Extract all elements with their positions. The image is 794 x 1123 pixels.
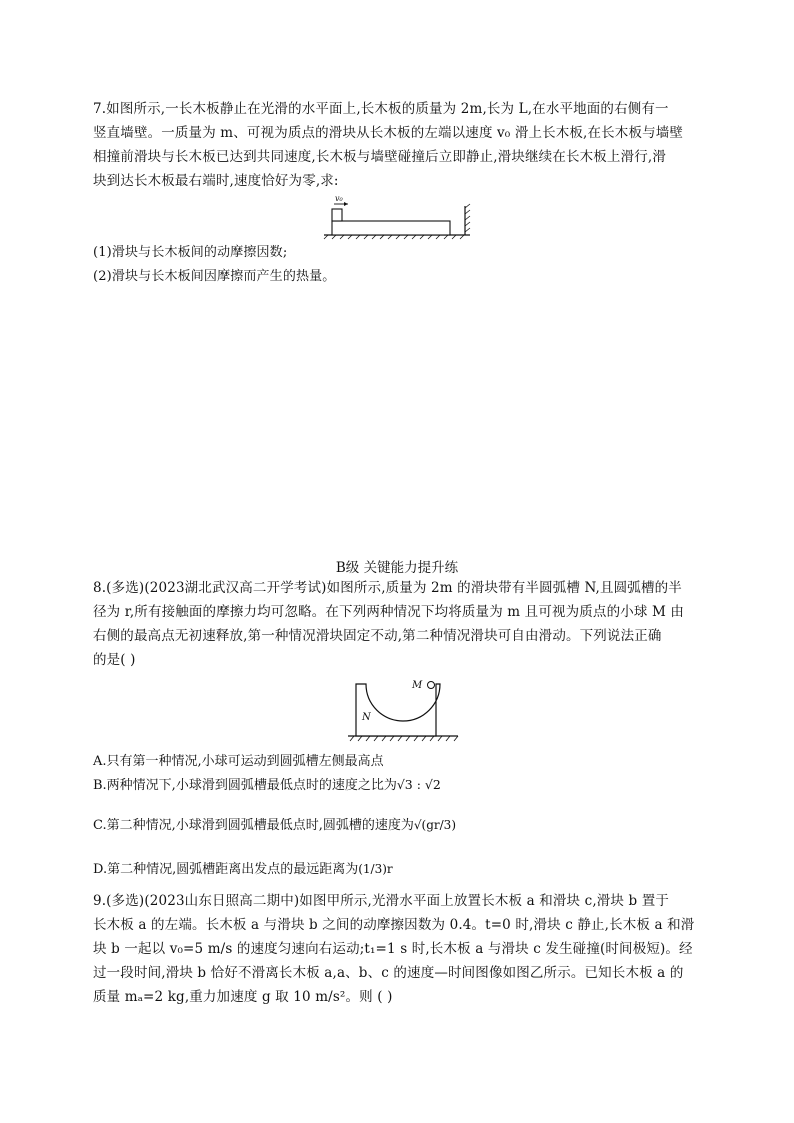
q8-option-d-math: (1/3)r: [358, 862, 393, 876]
q7-line-3: 相撞前滑块与长木板已达到共同速度,长木板与墙壁碰撞后立即静止,滑块继续在长木板上滑行,滑: [93, 149, 666, 165]
q9-line-5: 质量 mₐ=2 kg,重力加速度 g 取 10 m/s²。则 ( ): [93, 989, 393, 1005]
q7-line-2: 竖直墙壁。一质量为 m、可视为质点的滑块从长木板的左端以速度 v₀ 滑上长木板,在长木板与墙壁: [93, 125, 684, 141]
q9-line-1: 9.(多选)(2023山东日照高二期中)如图甲所示,光滑水平面上放置长木板 a 和滑块 c,滑块 b 置于: [93, 893, 670, 909]
slider-block: [332, 209, 342, 221]
q8-option-c-text: C.第二种情况,小球滑到圆弧槽最低点时,圆弧槽的速度为: [93, 818, 414, 833]
q8-line-4: 的是( ): [93, 652, 136, 668]
q8-option-c-math: √(gr/3): [413, 818, 456, 832]
q9-line-4: 过一段时间,滑块 b 恰好不滑离长木板 a,a、b、c 的速度—时间图像如图乙所示。已知长木板 a 的: [93, 965, 684, 981]
q8-arc-groove-diagram: [346, 676, 460, 742]
v0-label: v₀: [335, 194, 343, 203]
q8-option-c: [93, 814, 456, 833]
q7-plank-diagram: [320, 192, 480, 240]
q8-line-1: 8.(多选)(2023湖北武汉高二开学考试)如图所示,质量为 2m 的滑块带有半圆弧槽 N,且圆弧槽的半: [93, 580, 682, 596]
q8-option-b-text: B.两种情况下,小球滑到圆弧槽最低点时的速度之比为: [93, 778, 397, 793]
q9-line-3: 块 b 一起以 v₀=5 m/s 的速度匀速向右运动;t₁=1 s 时,长木板 a 与滑块 c 发生碰撞(时间极短)。经: [93, 941, 693, 957]
q7-sub-2: (2)滑块与长木板间因摩擦而产生的热量。: [93, 269, 336, 284]
q7-line-4: 块到达长木板最右端时,速度恰好为零,求:: [93, 173, 339, 189]
q8-option-b: [93, 774, 441, 793]
ball-m: [428, 682, 435, 689]
q7-line-1: 7.如图所示,一长木板静止在光滑的水平面上,长木板的质量为 2m,长为 L,在水平地面的右侧有一: [93, 101, 669, 117]
q8-line-2: 径为 r,所有接触面的摩擦力均可忽略。在下列两种情况下均将质量为 m 且可视为质点的小球 M 由: [93, 604, 685, 620]
label-n: N: [362, 712, 371, 723]
label-m: M: [412, 680, 423, 691]
section-title: B级 关键能力提升练: [335, 560, 459, 576]
plank: [332, 221, 450, 235]
groove-block: [356, 684, 440, 736]
q7-sub-1: (1)滑块与长木板间的动摩擦因数;: [93, 245, 288, 260]
q8-option-a: A.只有第一种情况,小球可运动到圆弧槽左侧最高点: [93, 754, 384, 769]
q8-option-d: [93, 858, 393, 877]
q8-option-b-math: √3 : √2: [396, 777, 441, 792]
q9-line-2: 长木板 a 的左端。长木板 a 与滑块 b 之间的动摩擦因数为 0.4。t=0 时,滑块 c 静止,长木板 a 和滑: [93, 917, 695, 933]
q8-option-d-text: D.第二种情况,圆弧槽距离出发点的最远距离为: [93, 862, 359, 877]
q8-line-3: 右侧的最高点无初速释放,第一种情况滑块固定不动,第二种情况滑块可自由滑动。下列说法正确: [93, 628, 662, 644]
